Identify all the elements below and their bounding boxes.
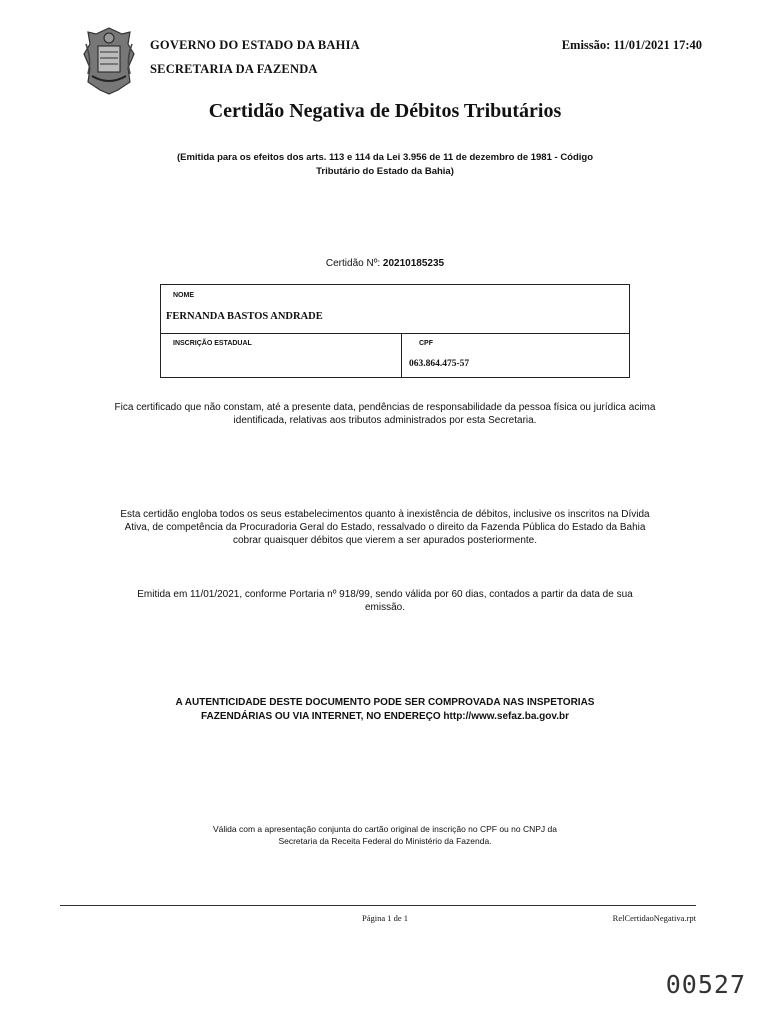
document-title: Certidão Negativa de Débitos Tributários xyxy=(208,100,562,122)
name-value: FERNANDA BASTOS ANDRADE xyxy=(166,311,323,322)
stamped-number: 00527 xyxy=(665,970,746,999)
report-filename: RelCertidaoNegativa.rpt xyxy=(612,913,696,923)
cpf-label: CPF xyxy=(419,340,433,347)
paragraph-line: Emitida em 11/01/2021, conforme Portaria nº 918/99, sendo válida por 60 dias, contados a partir da data de sua xyxy=(137,589,633,600)
government-heading: GOVERNO DO ESTADO DA BAHIA xyxy=(150,38,360,52)
certificate-number-value: 20210185235 xyxy=(382,258,445,269)
validity-notice xyxy=(120,823,650,847)
issuance-paragraph xyxy=(80,588,690,614)
secretariat-heading: SECRETARIA DA FAZENDA xyxy=(150,62,318,76)
legal-basis-subtitle xyxy=(150,151,620,179)
certificate-number-label: Certidão Nº: xyxy=(325,258,381,269)
paragraph-line: Ativa, de competência da Procuradoria Geral do Estado, ressalvado o direito da Fazenda Pública do Estado da Bahia xyxy=(124,522,646,533)
cpf-value: 063.864.475-57 xyxy=(409,359,470,369)
name-label: NOME xyxy=(173,292,194,299)
notice-line: A AUTENTICIDADE DESTE DOCUMENTO PODE SER COMPROVADA NAS INSPETORIAS xyxy=(175,697,595,708)
emission-datetime: Emissão: 11/01/2021 17:40 xyxy=(561,38,702,52)
footer-divider xyxy=(60,905,696,906)
paragraph-line: Fica certificado que não constam, até a presente data, pendências de responsabilidade da pessoa física ou jurídica acima xyxy=(114,402,656,413)
paragraph-line: Esta certidão engloba todos os seus estabelecimentos quanto à inexistência de débitos, inclusive os inscritos na Dívida xyxy=(120,509,650,520)
paragraph-line: emissão. xyxy=(364,602,405,613)
scope-paragraph xyxy=(80,508,690,547)
subtitle-line: (Emitida para os efeitos dos arts. 113 e 114 da Lei 3.956 de 11 de dezembro de 1981 - Código xyxy=(176,152,594,163)
notice-line: Válida com a apresentação conjunta do cartão original de inscrição no CPF ou no CNPJ da xyxy=(213,824,557,834)
subtitle-line: Tributário do Estado da Bahia) xyxy=(316,166,454,177)
notice-line: FAZENDÁRIAS OU VIA INTERNET, NO ENDEREÇO http://www.sefaz.ba.gov.br xyxy=(201,711,569,722)
state-registration-label: INSCRIÇÃO ESTADUAL xyxy=(173,340,252,347)
taxpayer-table xyxy=(160,284,630,378)
certificate-number xyxy=(0,258,770,269)
page-number: Página 1 de 1 xyxy=(361,913,409,923)
authenticity-notice xyxy=(120,696,650,724)
paragraph-line: cobrar quaisquer débitos que vierem a ser apurados posteriormente. xyxy=(232,535,538,546)
paragraph-line: identificada, relativas aos tributos administrados por esta Secretaria. xyxy=(233,415,537,426)
notice-line: Secretaria da Receita Federal do Ministério da Fazenda. xyxy=(278,836,492,846)
state-coat-of-arms xyxy=(78,24,140,96)
certification-paragraph xyxy=(80,401,690,427)
